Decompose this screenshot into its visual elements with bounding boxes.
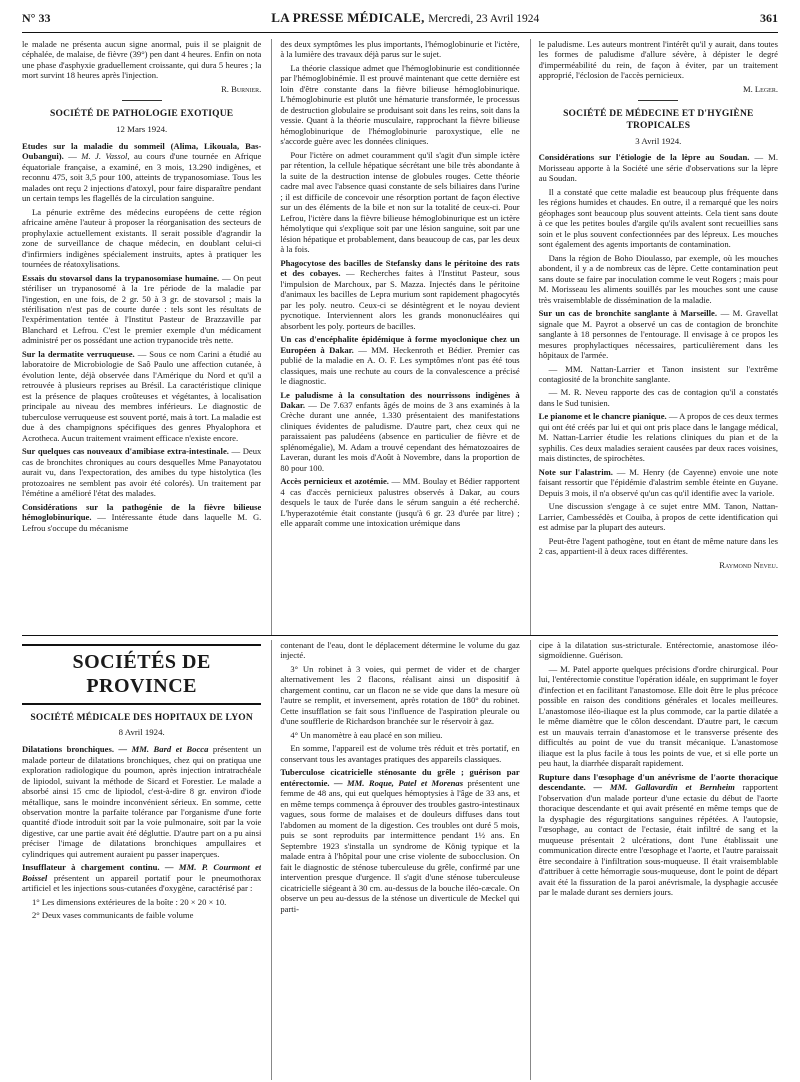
article-author: — MM. Roque, Patel et Morenas — [334, 777, 464, 788]
issue-date: Mercredi, 23 Avril 1924 — [428, 13, 540, 25]
article-title: Considérations sur la pathogénie de la fièvre bilieuse hémoglobinurique. — [22, 501, 262, 523]
article-title: Considérations sur l'étiologie de la lèpre au Soudan. — [538, 152, 750, 163]
article — [280, 390, 519, 474]
article-title: Sur un cas de bronchite sanglante à Marseille. — [538, 308, 718, 319]
divider — [122, 100, 162, 101]
article-paragraph: Pour l'ictère on admet couramment qu'il s'agit d'un simple ictère par rétention, la cellule hépatique sécrétant une bile très abondante à la suite de la destruction intense de globules rouges. Cette théorie cadre mal avec l'absence quasi constante de sels biliaires dans l'urine ; il est difficile de concevoir une résorption portant de façon élective sur un des éléments de la bile et non sur la totalité de ceux-ci. Pour Lefrou, l'ictère dans la fièvre bilieuse hémoglobinurique est un ictère hémolytique qui s'explique soit par une lésion sanguine, soit par une lésion hépatique et probablement, dans beaucoup de cas, par les deux à la fois. — [280, 149, 520, 255]
issue-number: N° 33 — [22, 11, 51, 25]
journal-title — [271, 10, 539, 26]
article-author: M. J. Vassol — [81, 151, 128, 162]
article — [22, 446, 261, 498]
article — [22, 273, 261, 346]
list-item: 3° Un robinet à 3 voies, qui permet de vider et de charger alternativement les 2 flacons, réalisant ainsi un dispositif à chargement continu, car un flacon ne se vide que dans la mesure où l'autre se remplit, et inversement, après rotation de 180° du robinet. Cette insufflation se fait sous l'influence de l'aspiration pleurale ou d'une soufflerie de Richardson branchée sur le réservoir à gaz. — [280, 663, 520, 727]
article — [280, 334, 519, 386]
intro-paragraph: le malade ne présenta aucun signe anormal, puis il se plaignit de céphalée, de malaise, de fièvre (39°) pen dant 4 heures. Enfin on nota une phase d'asphyxie graduellement croissante, qui dura 5 heures ; la mort survint 18 heures après l'injection. — [22, 39, 262, 81]
article-text: présentent une femme de 48 ans, qui eut quelques hémoptysies à l'âge de 33 ans, et en même temps commença à éprouver des troubles gastro-intestinaux vagues, sous forme de malaises et de douleurs diffuses dans tout l'abdomen au moment de la digestion. Ces troubles ont duré 5 mois, puis se sont reproduits par intermittence pendant 1½ ans. En Septembre 1923 s'installa un syndrome de König typique et la malade entra à l'hôpital pour une crise violente de subocclusion. On fait le diagnostic de sténose tuberculeuse du grêle, confirmé par une intervention presque d'urgence. Il s'agit d'une sténose tuberculeuse cicatricielle siégeant à 30 cm. au-dessus de la bouche iléo-cæcale. On observe un peu au-dessus de la sténose un diverticule de Meckel qui parti- — [280, 777, 520, 914]
section-date: 3 Avril 1924. — [635, 135, 682, 146]
article — [22, 744, 261, 859]
signature: M. Leger. — [742, 83, 778, 94]
column-5 — [271, 640, 519, 1080]
article-paragraph: Une discussion s'engage à ce sujet entre MM. Tanon, Nattan-Larrier, Cambessédès et Couiba, à propos de cette identification qui est admise par la plupart des auteurs. — [538, 501, 778, 533]
article-paragraph: Peut-être l'agent pathogène, tout en étant de même nature dans les 2 cas, appartient-il à deux races différentes. — [538, 535, 778, 557]
article — [280, 767, 519, 914]
article-title: Le pianome et le chancre pianique. — [538, 411, 667, 422]
journal-name: LA PRESSE MÉDICALE, — [271, 10, 425, 25]
article — [22, 502, 261, 533]
province-title: SOCIÉTÉS DE PROVINCE — [22, 644, 261, 705]
article-title: Rupture dans l'œsophage d'un anévrisme de l'aorte thoracique descendante. — [538, 771, 778, 793]
section-title: SOCIÉTÉ DE MÉDECINE ET D'HYGIÈNE TROPICALES — [563, 109, 754, 131]
article-paragraph: En somme, l'appareil est de volume très réduit et très portatif, en conservant tous les avantages pratiques des appareils classiques. — [280, 743, 520, 764]
article — [539, 411, 778, 463]
article-author: — MM. Gallavardin et Bernheim — [593, 782, 735, 793]
article: Etudes sur la maladie du sommeil (Alima, Likouala, Bas-Oubangui). — M. J. Vassol, au cours d'une tournée en Afrique équatoriale française, a examiné, en 3 mois, 13.290 indigènes, et reconnu 475, soit 3,5 pour 100, atteints de trypanosomiase. Tous les malades ont reçu 2 injections d'atoxyl, pour faire disparaître pendant un certain temps les flagellés de la circulation sanguine. — [22, 140, 262, 204]
article-text: — Sous ce nom Carini a étudié au laboratoire de Microbiologie de Saô Paulo une affection cutanée, à évolution lente, déjà observée dans l'Amérique du Nord et qu'il a retrouvée à plusieurs reprises au Brésil. La caractéristique clinique est la présence de plaques croûteuses et végétantes, à localisation principale au niveau des membres inférieurs. Le diagnostic de tuberculose verruqueuse est souvent porté, mais à tort. La maladie est due à des champignons spécifiques des genres Phyalophora et Acrotheca. Aucun traitement vraiment efficace n'existe encore. — [22, 348, 262, 443]
article-title: Essais du stovarsol dans la trypanosomiase humaine. — [22, 272, 220, 283]
article-paragraph: — MM. Nattan-Larrier et Tanon insistent sur l'extrême contagiosité de la bronchite sanglante. — [538, 363, 778, 384]
article-paragraph: Il a constaté que cette maladie est beaucoup plus fréquente dans les régions humides et chaudes. En outre, il a remarqué que les noirs géophages sont beaucoup plus souvent atteints. Cela tient sans doute à ce que les petites boules d'argile qu'ils avalent sont recueillies sans soin et le plus souvent confectionnées par des lépreux. Les mouches sont également des agents importants de contamination. — [538, 186, 778, 250]
article-paragraph: La pénurie extrême des médecins européens de cette région africaine amène l'auteur à proposer la réorganisation des secteurs de prophylaxie actuellement existants. Il serait possible d'agrandir la zone de surveillance de chaque médecin, en doublant celui-ci d'infirmiers indigènes spécialement instruits, aptes à pratiquer les tournées de réatoxylisations. — [22, 206, 262, 270]
article-title: Accès pernicieux et azotémie. — [280, 476, 389, 487]
article-text: au cours d'une tournée en Afrique équatoriale française, a examiné, en 3 mois, 13.290 indigènes, et reconnu 475, soit 3,5 pour 100, atteints de trypanosomiase. Tous les malades ont reçu 2 injections d'atoxyl, pour faire disparaître pendant un certain temps les flagellés de la circulation sanguine. — [22, 151, 262, 204]
article-title: Etudes sur la maladie du sommeil (Alima, Likouala, Bas-Oubangui). — [22, 140, 262, 162]
column-4 — [22, 640, 261, 1080]
article-text: — M. Gravellat signale que M. Payrot a observé un cas de contagion de bronchite sanglante à 18 personnes de l'entourage. Il envisage à ce propos les mesures prophylactiques nécessaires, particulièrement dans les hôpitaux de l'armée. — [538, 308, 778, 361]
signature: Raymond Neveu. — [719, 559, 778, 570]
article-text: — On peut stériliser un trypanosomé à la 1re période de la maladie par l'ingestion, en une fois, de 2 gr. 50 à 3 gr. de stovarsol ; mais la stérilisation n'est pas de courte durée : tels sont les résultats de l'expérimentation tentée à l'Institut Pasteur de Brazzaville par Blanchard et Lefrou. C'est le premier exemple d'un médicament administré per os possédant une action trypanocide très nette. — [22, 272, 262, 346]
signature: R. Burnier. — [221, 83, 262, 94]
column-3 — [530, 39, 778, 635]
divider — [638, 100, 678, 101]
article-text: — MM. Boulay et Bédier rapportent 4 cas d'accès pernicieux palustres observés à Dakar, au cours desquels le taux de l'urée dans le sérum sanguin a été recherché. L'hyperazotémie était constante (jusqu'à 6 gr. 23 d'urée par litre) ; elle apparaît comme une intoxication urémique dans — [280, 476, 520, 529]
column-6 — [530, 640, 778, 1080]
top-section — [22, 39, 778, 636]
article-paragraph: — M. R. Neveu rapporte des cas de contagion qu'il a constatés dans le Sud tunisien. — [538, 387, 778, 408]
article — [539, 152, 778, 183]
article-title: Note sur l'alastrim. — [538, 466, 613, 477]
section-title: SOCIÉTÉ MÉDICALE DES HOPITAUX DE LYON — [30, 712, 253, 723]
article-title: Un cas d'encéphalite épidémique à forme myoclonique chez un Européen à Dakar. — [280, 334, 520, 355]
article-paragraph: Dans la région de Boho Dioulasso, par exemple, où les mouches abondent, il y a de nombreux cas de lèpre. Cette contamination peut sans doute se faire par inoculation comme le veut Rogers ; mais pour M. Morisseau les aliments souillés par les mouches sont une cause très vraisemblable de dissémination de la maladie. — [538, 252, 778, 305]
article-author: — MM. Bard et Bocca — [118, 744, 209, 755]
column-1 — [22, 39, 261, 635]
list-item: 1° Les dimensions extérieures de la boîte : 20 × 20 × 10. — [32, 896, 227, 907]
article-title: Le paludisme à la consultation des nourrissons indigènes à Dakar. — [280, 389, 520, 410]
page-number: 361 — [760, 11, 778, 25]
article-text: — M. Morisseau apporte à la Société une série d'observations sur la lèpre au Soudan. — [538, 152, 778, 184]
article — [539, 772, 778, 898]
article-text: — Recherches faites à l'Institut Pasteur, sous l'impulsion de Marchoux, par S. Mazza. Injectés dans le péritoine d'animaux les bacilles de Lepra murium sont rapidement phagocytés par les poly. neutro. Ceux-ci se désintègrent et le noyau devient pycnotique. Interviennent alors les grands mononucléaires qui absorbent les poly. porteurs de bacilles. — [280, 268, 520, 331]
article-title: Sur la dermatite verruqueuse. — [22, 348, 135, 359]
page-header — [22, 0, 778, 33]
article — [280, 476, 519, 528]
column-2 — [271, 39, 519, 635]
article — [539, 308, 778, 360]
article — [22, 349, 261, 443]
article-title: Insufflateur à chargement continu. — [22, 862, 160, 873]
section-title: SOCIÉTÉ DE PATHOLOGIE EXOTIQUE — [50, 109, 234, 120]
article-paragraph: — M. Patel apporte quelques précisions d'ordre chirurgical. Pour lui, l'entérectomie constitue l'opération idéale, en supprimant le foyer d'infection et en facilitant l'anastomose. Elle doit être le plus précoce possible en raison des conditions générales et locales meilleures. L'anastomose iléo-iliaque est la plus commode, car la partie dilatée a le même diamètre que le côlon descendant. D'autre part, le cæcum est un mauvais terrain d'anastomose et le transverse présente des difficultés au point de vue du transit mécanique. L'anastomose iliaque est la plus facile à tous les points de vue, et si elle porte un peu haut, la diarrhée disparaît rapidement. — [538, 663, 778, 769]
article-paragraph: La théorie classique admet que l'hémoglobinurie est conditionnée par l'hémoglobinémie. Il est prouvé maintenant que cette dernière est loin d'être constante dans la fièvre bilieuse hémoglobinurique. L'hémoglobinurie est plutôt une hématurie transformée, le processus de destruction globulaire se produisant soit dans les reins, soit dans la vessie. Quant à la théorie musculaire, rapprochant la fièvre bilieuse hémoglobinurique de l'hémoglobinurie paroxystique, elle ne s'accorde guère avec les données cliniques. — [280, 62, 520, 147]
article-text: présentent un malade porteur de dilatations bronchiques, chez qui on pratiqua une exploration radiologique du poumon, après injection intratrachéale de lipiodol, suivant la méthode de Sicard et Forestier. Le malade a absorbé ainsi 15 cmc de lipiodol, c'est-à-dire 8 gr. environ d'iode métallique, sans le moindre inconvénient sérieux. En somme, cette observation montre la parfaite tolérance par l'organisme d'une forte quantité d'iode introduit soit par la voie pulmonaire, soit par la voie digestive, car une partie avait été dégluttie. D'autre part on a pu ainsi préciser l'image de dilatations bronchiques ampullaires et cylindriques qui autrement auraient pu passer inaperçues. — [22, 744, 262, 859]
article-text: — MM. Heckenroth et Bédier. Premier cas publié de la maladie en A. O. F. Les symptômes n'ont pas été tous classiques, mais une rechute au cours de la convalescence a précisé le diagnostic. — [280, 344, 520, 387]
article-text: — Intéressante étude dans laquelle M. G. Lefrou s'occupe du mécanisme — [22, 512, 262, 533]
article-paragraph: contenant de l'eau, dont le déplacement détermine le volume du gaz injecté. — [280, 640, 520, 661]
article — [280, 258, 519, 331]
article-text: présentent un appareil portatif pour le pneumothorax artificiel et les injections sous-cutanées d'oxygène, caractérisé par : — [22, 872, 262, 894]
list-item: 4° Un manomètre à eau placé en son milieu. — [290, 729, 443, 740]
list-item: 2° Deux vases communicants de faible volume — [32, 910, 194, 921]
article-title: Sur quelques cas nouveaux d'amibiase extra-intestinale. — [22, 446, 229, 457]
article-text: — Deux cas de bronchites chroniques au cours desquelles Mme Panayotatou aurait vu, dans l'expectoration, des amibes du type histolytica (les protozoaires ne semblent pas avoir été colorés). Un traitement par l'émétine a amélioré l'état des malades. — [22, 446, 262, 499]
article — [22, 862, 261, 893]
article-title: Dilatations bronchiques. — [22, 744, 114, 755]
article-paragraph: cipe à la dilatation sus-stricturale. Entérectomie, anastomose iléo-sigmoïdienne. Guérison. — [538, 640, 778, 661]
article — [539, 467, 778, 498]
article-title: Phagocytose des bacilles de Stefansky dans le péritoine des rats et des cobayes. — [280, 257, 520, 279]
article-title: Tuberculose cicatricielle sténosante du grêle ; guérison par entérectomie. — [280, 767, 520, 788]
article-text: — A propos de ces deux termes qui ont été créés par lui et qui ont pris place dans le langage médical, M. Nattan-Larrier étudie les relations cliniques du pian et de la syphilis. Ces deux maladies seraient causées par deux races voisines, mais distinctes, de spirochètes. — [538, 411, 778, 464]
article-paragraph: le paludisme. Les auteurs montrent l'intérêt qu'il y aurait, dans toutes les formes de paludisme d'allure sévère, à dépister le degré d'imperméabilité du rein, de façon à éviter, par un traitement approprié, l'éclosion de l'accès pernicieux. — [538, 39, 778, 81]
article-text: — De 7.637 enfants âgés de moins de 3 ans examinés à la Crèche durant une année, 1.330 présentaient des manifestations cliniques évidentes de paludisme. D'autre part, chez ceux qui ne paraissaient pas paludéens (absence en particulier de fièvre et de splénomégalie), M. Adam a trouvé cependant des hématozoaires de Laveran, durant les mois d'Août à Novembre, dans la proportion de 80 pour 100. — [280, 399, 520, 473]
article-text: — M. Henry (de Cayenne) envoie une note faisant ressortir que l'épidémie d'alastrim semble éteinte en Guyane. Depuis 3 mois, il n'a observé qu'un cas qu'il identifie avec la variole. — [538, 466, 778, 498]
section-date: 8 Avril 1924. — [118, 727, 165, 738]
article-author: — MM. P. Courmont et Boissel — [22, 862, 262, 883]
article-paragraph: des deux symptômes les plus importants, l'hémoglobinurie et l'ictère, à la lumière des travaux déjà parus sur le sujet. — [280, 39, 520, 60]
section-date: 12 Mars 1924. — [116, 124, 168, 134]
article-text: rapportent l'observation d'un malade porteur d'une ectasie du début de l'aorte thoracique descendante et qui avait présenté en même temps que de la dysphagie des régurgitations sanguines répétées. A l'autopsie, l'œsophage, au contact de l'ectasie, était infiltré de sang et la muqueuse présentait 2 ulcérations, dont l'une établissait une communication directe entre l'œsophage et l'aorte, et l'autre paraissait être secondaire à l'infiltration sous-muqueuse. Il était vraisemblable d'attribuer à cette hémorragie sous-muqueuse, dont le point de départ avait été la fissuration de la paroi anévrismale, la dysphagie accusée par le malade durant ses derniers jours. — [538, 782, 778, 898]
bottom-section — [22, 640, 778, 1080]
